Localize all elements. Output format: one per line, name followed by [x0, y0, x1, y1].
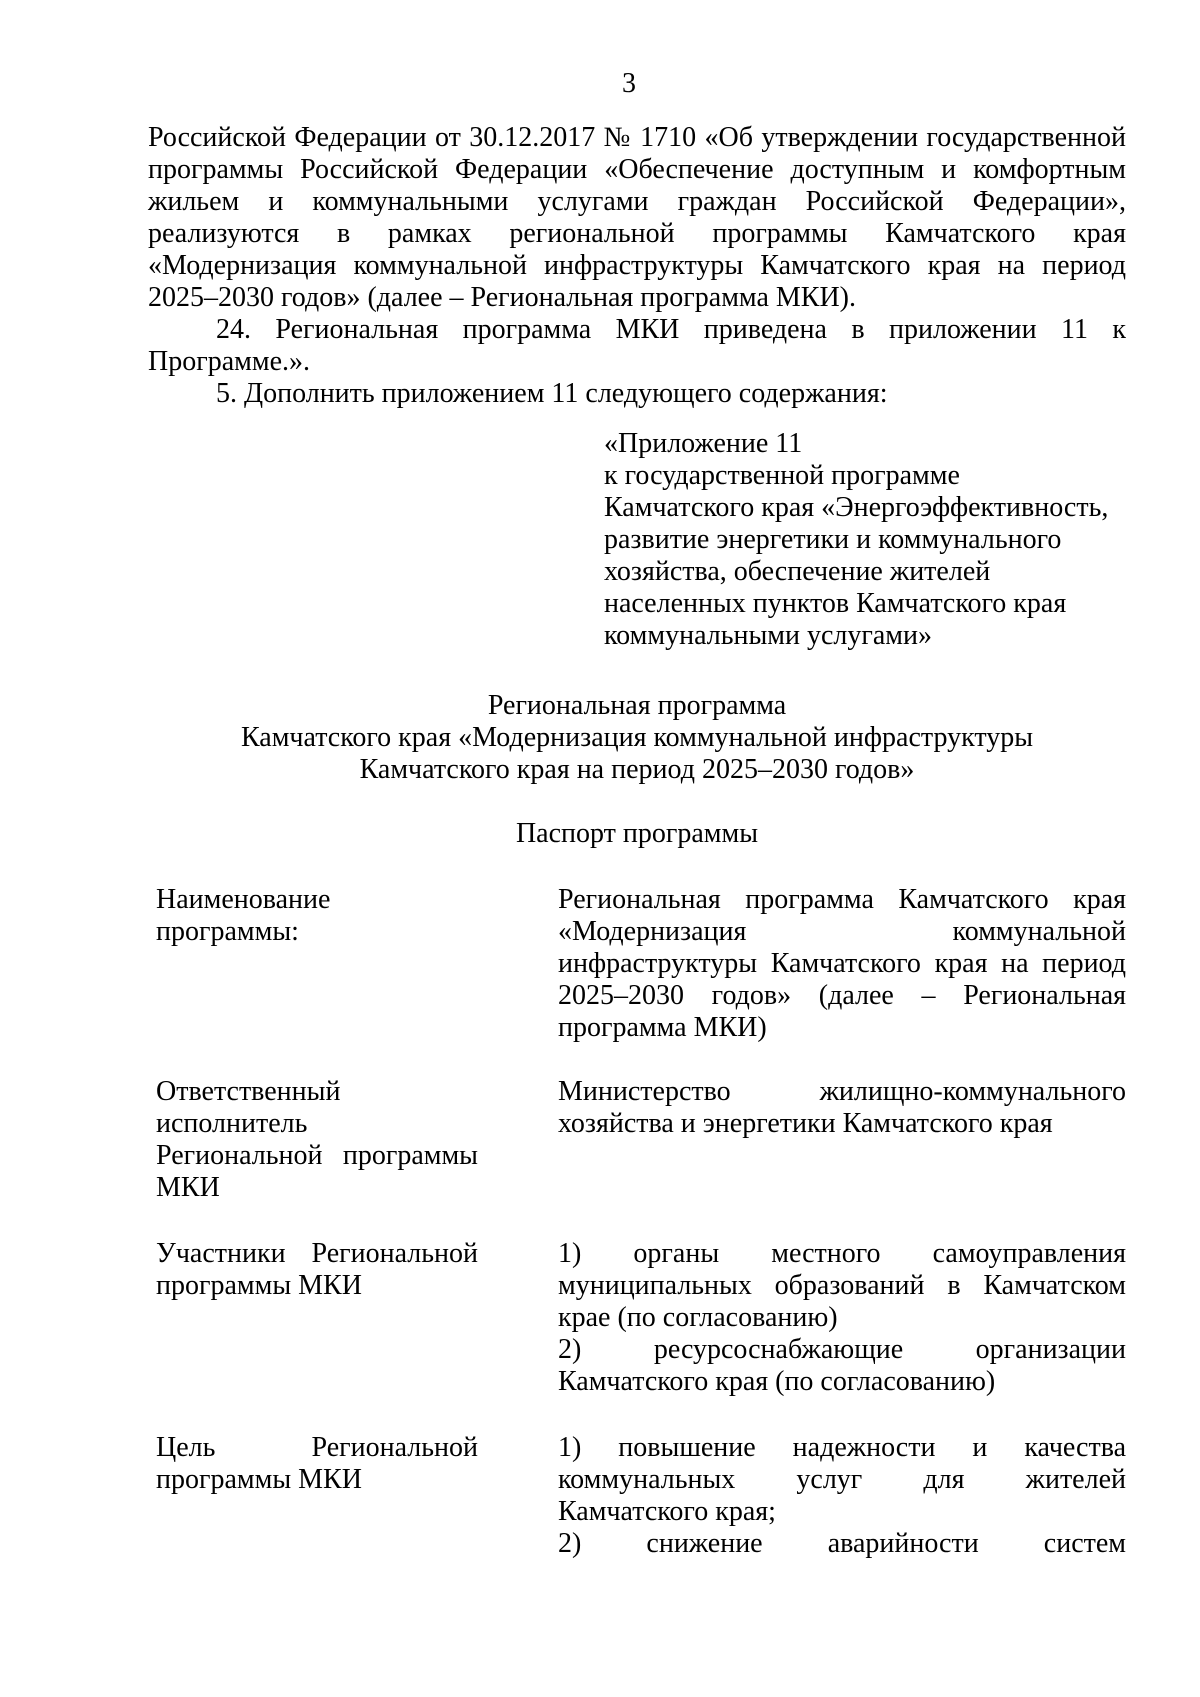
text-line: «Модернизация коммунальной инфраструктуры Камчатского края на период: [148, 250, 1126, 281]
text-line: 2025–2030 годов» (далее – Региональная программа МКИ).: [148, 282, 856, 313]
passport-label: [156, 1432, 478, 1496]
label-line: МКИ: [156, 1172, 220, 1203]
label-line: исполнитель: [156, 1108, 308, 1139]
value-line: инфраструктуры Камчатского края на период: [558, 948, 1126, 979]
text-line: 5. Дополнить приложением 11 следующего содержания:: [216, 378, 888, 409]
page-number: 3: [622, 68, 636, 99]
label-line: программы:: [156, 916, 299, 947]
value-line: коммунальных услуг для жителей: [558, 1464, 1126, 1495]
text-line: хозяйства, обеспечение жителей: [604, 556, 991, 587]
value-line: Министерство жилищно-коммунального: [558, 1076, 1126, 1107]
text-line: населенных пунктов Камчатского края: [604, 588, 1067, 619]
title-line: Камчатского края на период 2025–2030 годов»: [359, 754, 915, 785]
appendix-header: [604, 428, 1134, 652]
text-line: развитие энергетики и коммунального: [604, 524, 1062, 555]
value-line: хозяйства и энергетики Камчатского края: [558, 1108, 1053, 1139]
item-5-paragraph: [148, 378, 1126, 410]
item-24-paragraph: [148, 314, 1126, 378]
value-line: 1) органы местного самоуправления: [558, 1238, 1126, 1269]
label-line: программы МКИ: [156, 1270, 362, 1301]
label-line: программы МКИ: [156, 1464, 362, 1495]
text-line: Программе.».: [148, 346, 310, 377]
text-line: коммунальными услугами»: [604, 620, 933, 651]
label-line: Участники Региональной: [156, 1238, 478, 1269]
text-line: реализуются в рамках региональной программы Камчатского края: [148, 218, 1126, 249]
text-line: «Приложение 11: [604, 428, 803, 459]
value-line: Камчатского края (по согласованию): [558, 1366, 996, 1397]
label-line: Ответственный: [156, 1076, 341, 1107]
title-line: Камчатского края «Модернизация коммунальной инфраструктуры: [240, 722, 1034, 753]
passport-label: [156, 1076, 478, 1204]
value-line: Региональная программа Камчатского края: [558, 884, 1126, 915]
text-line: жильем и коммунальными услугами граждан Российской Федерации»,: [148, 186, 1126, 217]
value-line: 2025–2030 годов» (далее – Региональная: [558, 980, 1126, 1011]
label-line: Цель Региональной: [156, 1432, 478, 1463]
label-line: Региональной программы: [156, 1140, 478, 1171]
label-line: Наименование: [156, 884, 331, 915]
value-line: 2) снижение аварийности систем: [558, 1528, 1126, 1559]
passport-label: [156, 884, 478, 948]
program-title: [148, 690, 1126, 786]
passport-value: [558, 1432, 1126, 1560]
value-line: Камчатского края;: [558, 1496, 776, 1527]
title-line: Паспорт программы: [515, 818, 759, 849]
passport-value: [558, 1076, 1126, 1140]
passport-value: [558, 1238, 1126, 1398]
passport-value: [558, 884, 1126, 1044]
value-line: муниципальных образований в Камчатском: [558, 1270, 1126, 1301]
value-line: 2) ресурсоснабжающие организации: [558, 1334, 1126, 1365]
value-line: 1) повышение надежности и качества: [558, 1432, 1126, 1463]
value-line: программа МКИ): [558, 1012, 767, 1043]
passport-title: [148, 818, 1126, 850]
text-line: Камчатского края «Энергоэффективность,: [604, 492, 1109, 523]
passport-label: [156, 1238, 478, 1302]
text-line: 24. Региональная программа МКИ приведена в приложении 11 к: [216, 314, 1126, 345]
text-line: к государственной программе: [604, 460, 960, 491]
intro-paragraph: [148, 122, 1126, 314]
title-line: Региональная программа: [487, 690, 787, 721]
value-line: крае (по согласованию): [558, 1302, 838, 1333]
text-line: Российской Федерации от 30.12.2017 № 1710 «Об утверждении государственной: [148, 122, 1126, 153]
text-line: программы Российской Федерации «Обеспечение доступным и комфортным: [148, 154, 1126, 185]
value-line: «Модернизация коммунальной: [558, 916, 1126, 947]
